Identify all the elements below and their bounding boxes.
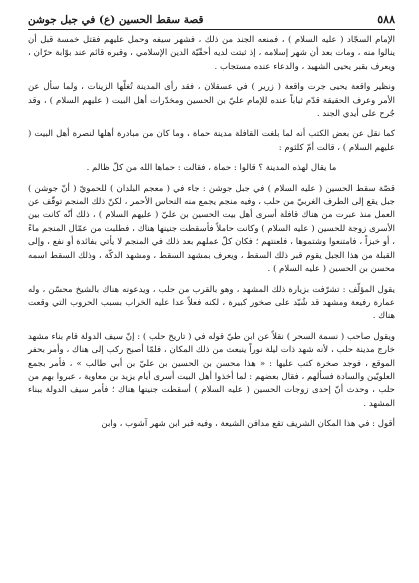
body-text xyxy=(28,34,395,577)
paragraph: كما نقل عن بعض الكتب أنه لما بلغت القافلة مدينة حماة ، وما كان من مبادرة أهلها لنصرة أهل البيت ( عليهم السلام ) ، قالت أمّ كلثوم : xyxy=(28,129,395,153)
paragraph: أقول : في هذا المكان الشريف تقع مدافن الشيعة ، وفيه قبر ابن شهر آشوب ، وابن xyxy=(101,419,395,430)
paragraph: قصّة سقط الحسين ( عليه السلام ) في جبل جوشن : جاء في ( معجم البلدان ) للحمويّ ( أنّ جوشن ) جبل يقع إلى الطرف الغربيّ من حلب ، وفيه منجم يجمع منه النحاس الأحمر ، لكنّ ذلك المنجم توقّف عن العمل منذ عبرت من هناك قافلة أسرى أهل بيت الحسين بن عليّ ( عليهم السلام ) ، ذلك أنّه كانت بين الأسرى زوجة للحسين ( عليه السلام ) وكانت حاملاً فأسقطت جنينها هناك ، فطلبت من عمّال المنجم ماءً ، أو خبزاً ، فامتنعوا وشتموها ، فلعنتهم ؛ فكان كلّ عملهم بعد ذلك في المنجم لا يأتي بفائدة أو نفع ، وإلى القبلة من هذا الجبل يقوم قبر ذلك السقط ، ويعرف بمشهد السقط ، ومشهد الدكّة ، وذلك السقط اسمه محسن بن الحسين ( عليه السلام ) . xyxy=(28,183,395,275)
paragraph: الإمام السجّاد ( عليه السلام ) ، فمنعه الجند من ذلك ، فشهر سيفه وحمل عليهم فقتل خمسة قبل أن ينالوا منه ، ومات بعد أن شهر إسلامه ، إذ ثبتت لديه أحقّيّة الدين الإسلامي ، وقبره قائم عند بوّابة حرّان ، ويعرف بقبر يحيى الشهيد ، والدعاء عنده مستجاب . xyxy=(28,35,395,72)
paragraph: ويقول صاحب ( نسمة السحر ) نقلاً عن ابن طيّ قوله في ( تاريخ حلب ) : إنّ سيف الدولة قام بناء مشهد خارج مدينة حلب ، لأنه شهد ذات ليلة نوراً ينبعث من ذلك المكان ، فلمّا أصبح ركب إلى هناك ، وأمر بحفر الموقع ، فوجد صخرة كتب عليها : « هذا محسن بن الحسين بن عليّ بن أبي طالب » ، فأمر بجمع العلويّين والسادة فسألهم ، فقال بعضهم : لما أخذوا أهل البيت أسرى أيام يزيد بن معاوية ، عبروا بهم من حلب ، وحدث أنّ إحدى زوجات الحسين ( عليه السلام ) أسقطت جنينها هناك ؛ فأمر سيف الدولة ببناء المشهد . xyxy=(28,331,395,409)
paragraph: ونظير واقعة يحيى جرت واقعة ( زرير ) في عسقلان ، فقد رأى المدينة تُغلّها الزينات ، ولما سأل عن الأمر وعرف الحقيقة قدّم ثياباً عنده للإمام عليّ بن الحسين ومخدّرات أهل البيت ( عليهم السلام ) ، وقد جُرح على أيدي الجند . xyxy=(28,82,395,120)
quote-line: ما يقال لهذه المدينة ؟ قالوا : حماة ، فقالت : حماها الله من كلّ ظالم . xyxy=(86,163,337,174)
page-header xyxy=(28,8,395,30)
paragraph: يقول المؤلّف : تشرّفت بزيارة ذلك المشهد ، وهو بالقرب من حلب ، ويدعونه هناك بالشيخ محسّن ، وله عمارة رفيعة ومشهد قد شُيّد على صخور كبيرة ، لكنه فعلاً عدا عليه الخراب بسبب الحروب التي وقعت هناك . xyxy=(28,284,395,322)
running-title: قصة سقط الحسين (ع) في جبل جوشن xyxy=(28,14,204,26)
page-number: ٥٨٨ xyxy=(377,13,395,26)
